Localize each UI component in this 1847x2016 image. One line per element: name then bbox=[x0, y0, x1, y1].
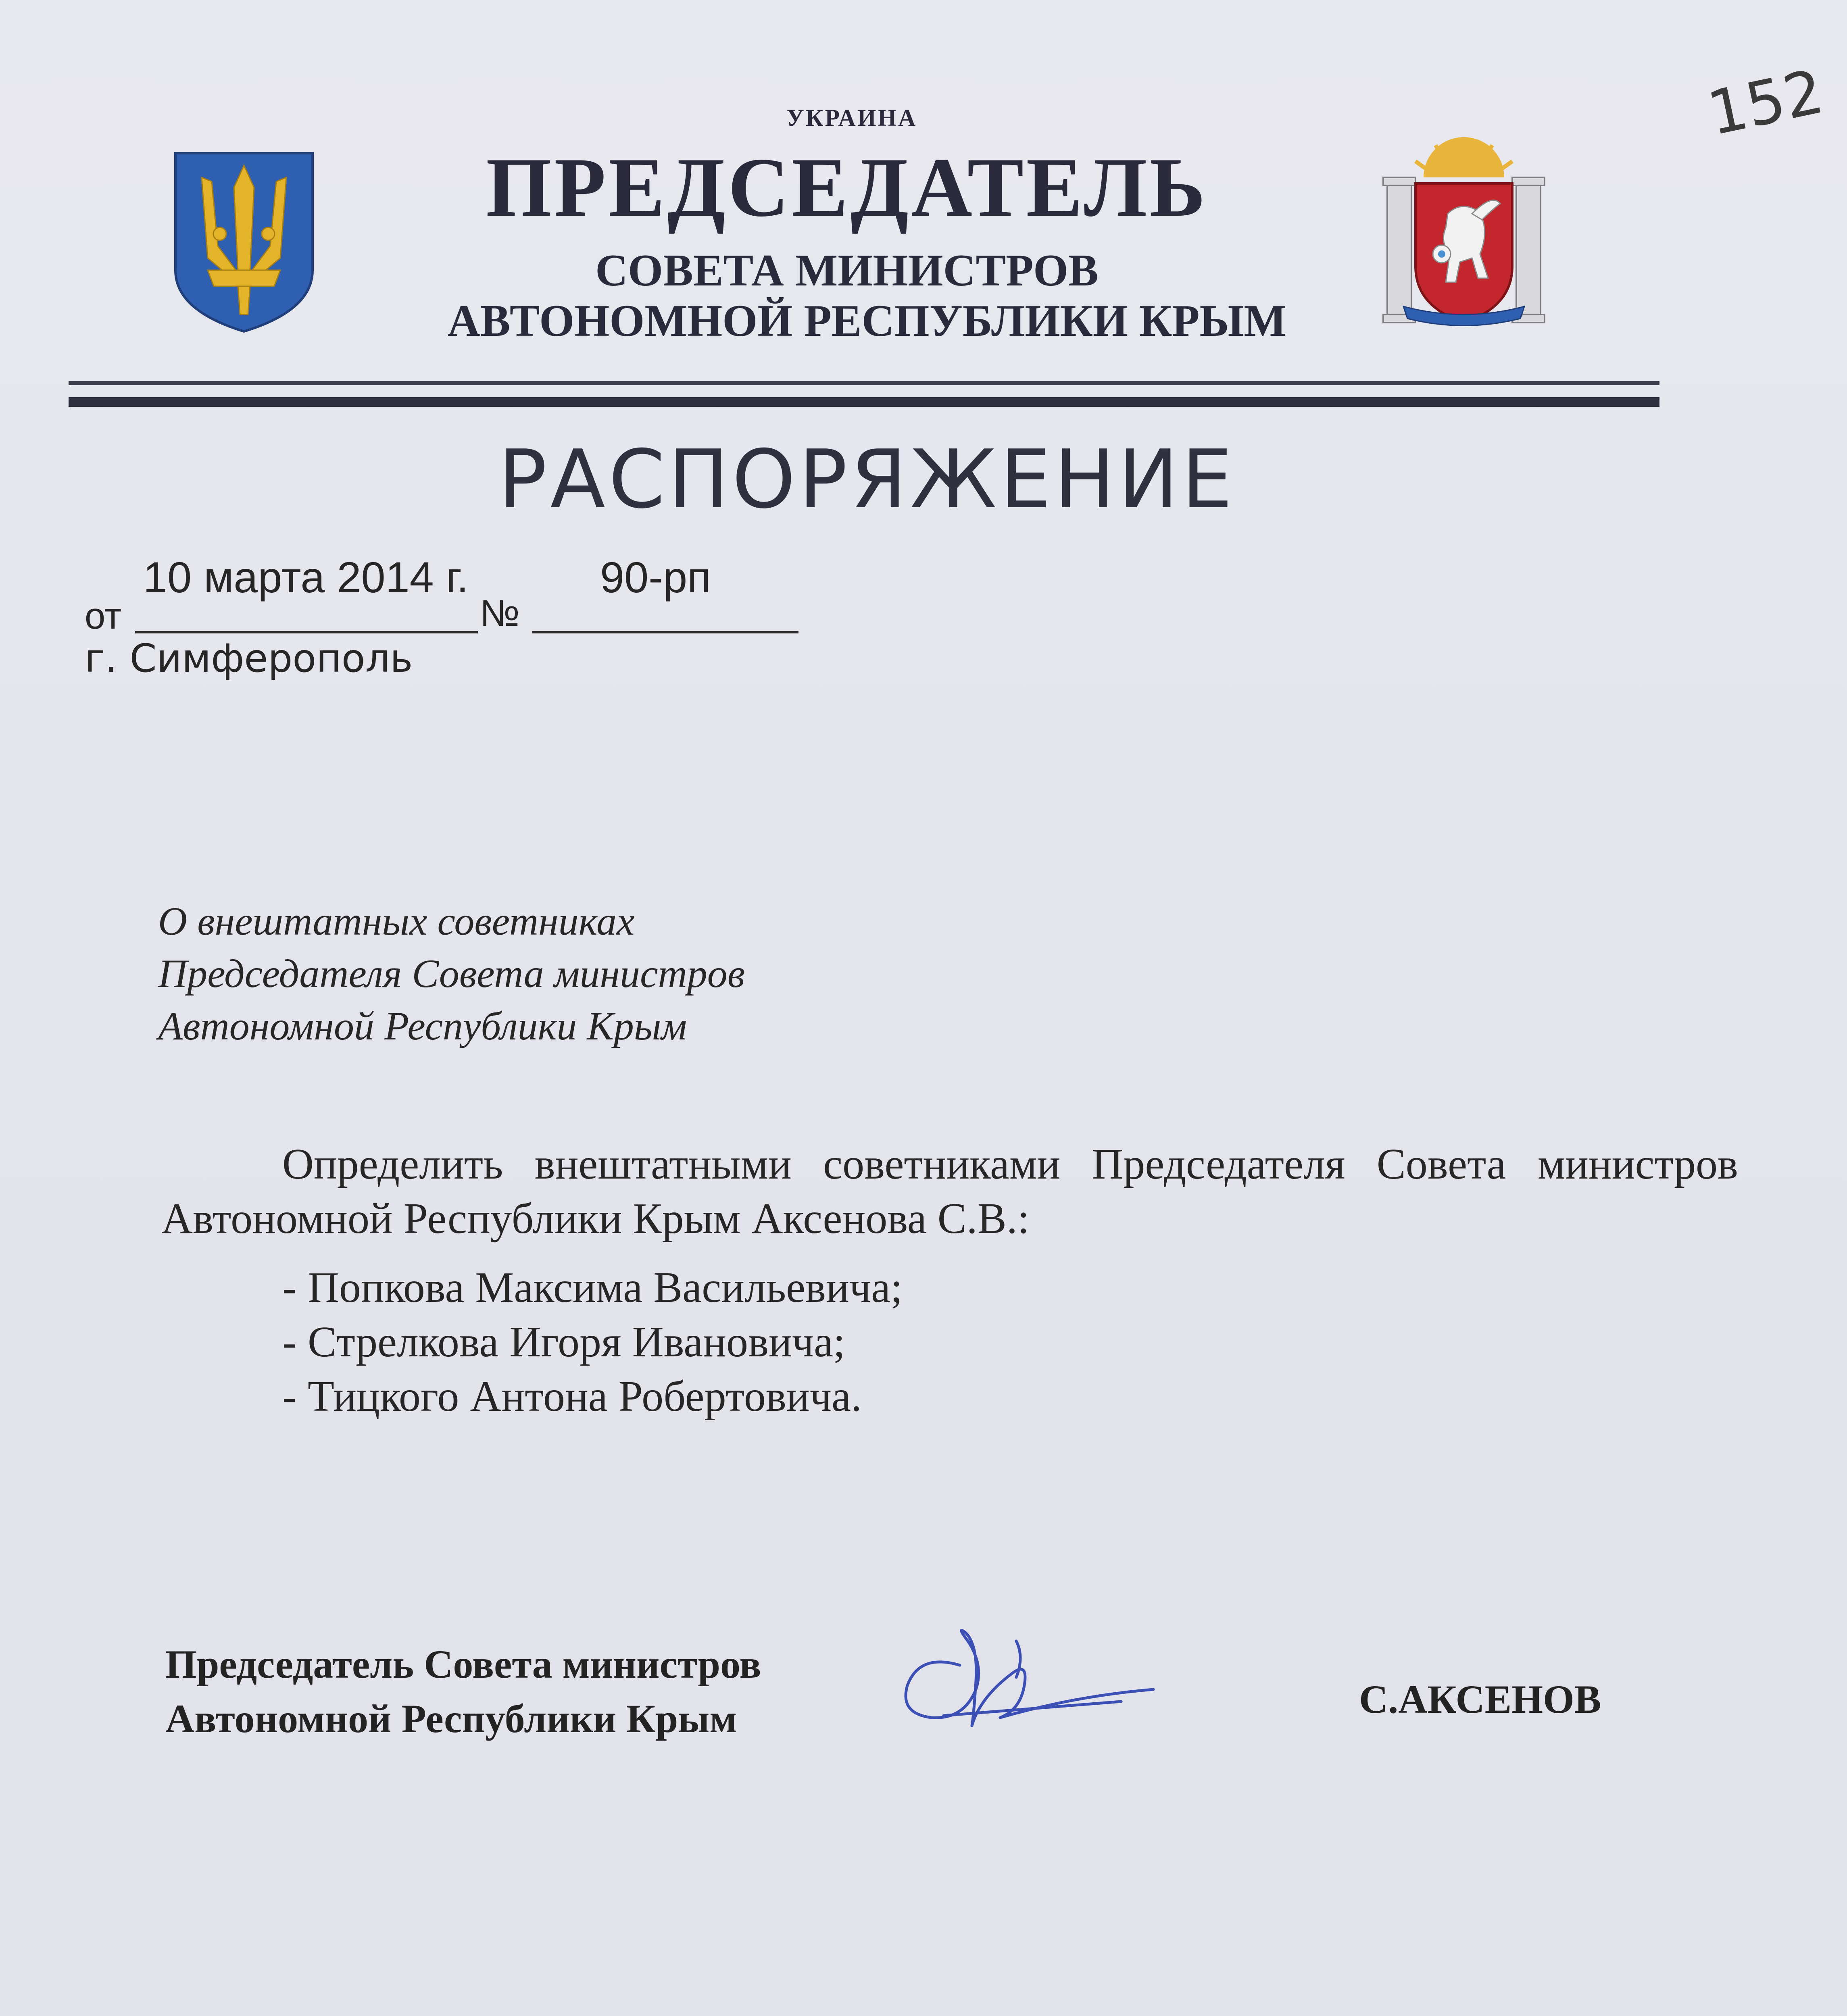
number-underline bbox=[532, 631, 798, 633]
page-number: 152 bbox=[1702, 56, 1830, 150]
header-rule-thick bbox=[69, 397, 1659, 407]
document-date: 10 марта 2014 г. bbox=[143, 553, 469, 602]
crimea-coat-of-arms-icon bbox=[1379, 133, 1549, 327]
header-title: ПРЕДСЕДАТЕЛЬ bbox=[486, 141, 1208, 234]
trident-coat-of-arms-icon bbox=[171, 149, 317, 335]
list-item: - Тицкого Антона Робертовича. bbox=[282, 1372, 862, 1420]
signatory-position bbox=[165, 1637, 761, 1746]
subject-line-3: Автономной Республики Крым bbox=[158, 1004, 687, 1048]
body-paragraph bbox=[161, 1137, 1738, 1246]
subject-line-1: О внештатных советниках bbox=[158, 899, 635, 943]
document-type-heading: РАСПОРЯЖЕНИЕ bbox=[498, 433, 1236, 527]
header-country: УКРАИНА bbox=[786, 104, 917, 131]
list-item: - Стрелкова Игоря Ивановича; bbox=[282, 1318, 846, 1366]
body-paragraph-text: Определить внештатными советниками Председателя Совета министров Автономной Республики Крым Аксенова С.В.: bbox=[161, 1140, 1738, 1243]
number-label: № bbox=[480, 593, 520, 634]
date-label: от bbox=[85, 596, 122, 637]
header-rule-thin bbox=[69, 381, 1659, 385]
date-underline bbox=[135, 631, 478, 633]
document-number: 90-рп bbox=[600, 553, 711, 602]
document-subject bbox=[158, 895, 745, 1052]
header-subtitle-line1: СОВЕТА МИНИСТРОВ bbox=[595, 246, 1099, 296]
document-city: г. Симферополь bbox=[85, 636, 413, 681]
header-subtitle-line2: АВТОНОМНОЙ РЕСПУБЛИКИ КРЫМ bbox=[447, 296, 1287, 346]
signatory-name: С.АКСЕНОВ bbox=[1359, 1677, 1601, 1722]
list-item: - Попкова Максима Васильевича; bbox=[282, 1264, 903, 1312]
handwritten-signature bbox=[895, 1617, 1169, 1746]
subject-line-2: Председателя Совета министров bbox=[158, 951, 745, 996]
signatory-position-line-1: Председатель Совета министров bbox=[165, 1642, 761, 1687]
signatory-position-line-2: Автономной Республики Крым bbox=[165, 1696, 737, 1741]
